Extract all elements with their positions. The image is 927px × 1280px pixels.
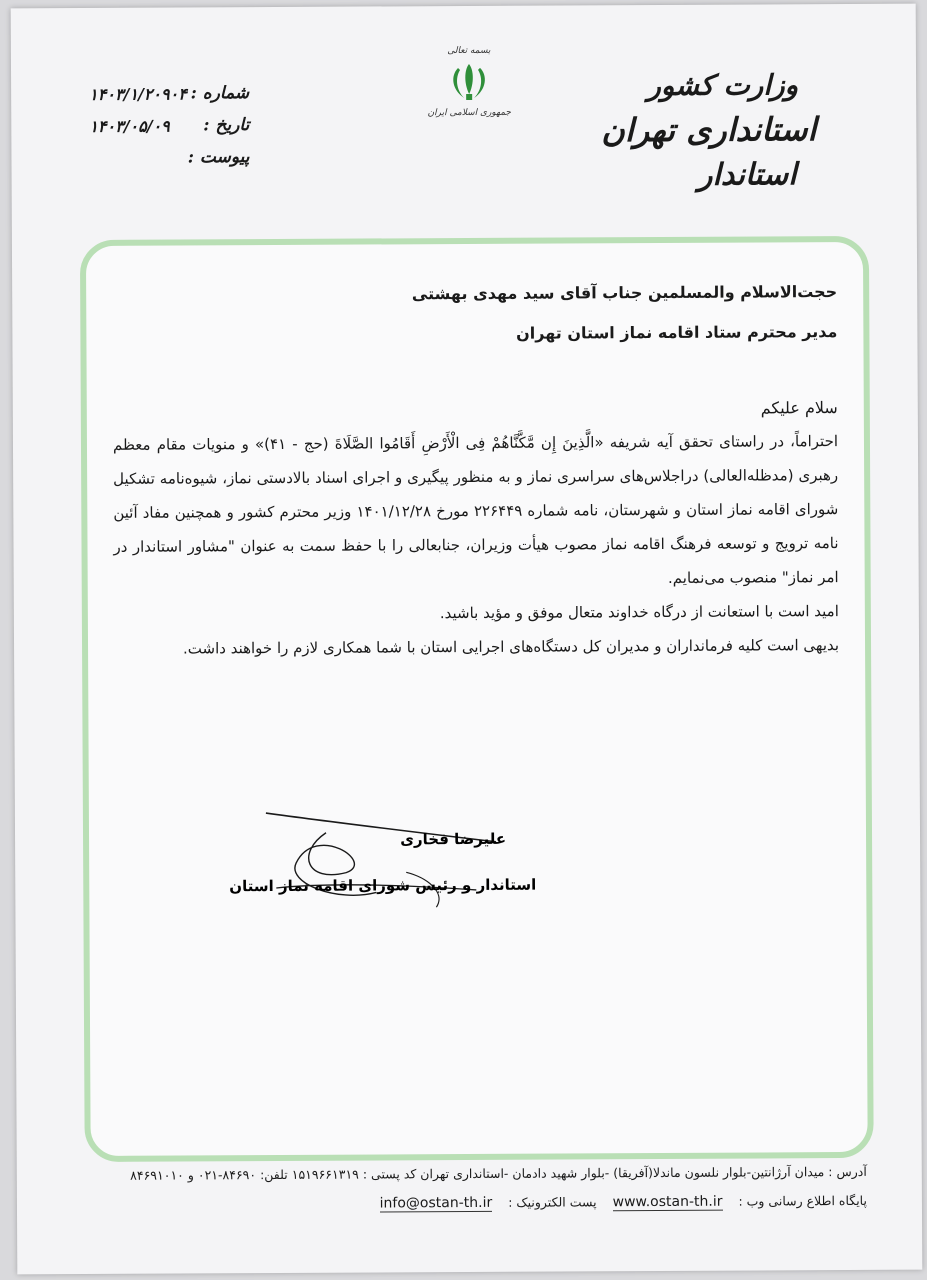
handwritten-signature-icon [256,802,537,923]
iran-emblem-icon [442,60,496,104]
signer-name: علیرضا فخاری [400,829,507,849]
letter-paragraphs [113,424,839,666]
attachment-label: پیوست : [187,147,250,168]
web-label: پایگاه اطلاع رسانی وب : [738,1192,867,1209]
letter-frame [80,236,874,1162]
paragraph-3: بدیهی است کلیه فرمانداران و مدیران کل دستگاه‌های اجرایی استان با شما همکاری لازم را خواهند داشت. [182,636,840,658]
ministry-line-1: وزارت کشور [647,68,799,103]
email-label: پست الکترونیک : [508,1194,597,1210]
ministry-line-2: استانداری تهران [601,110,817,150]
paragraph-1: احتراماً، در راستای تحقق آیه شریفه «الَّذِینَ إِن مَّكَّنَّاهُمْ فِی الْأَرْضِ أَقَامُوا الصَّلَاةَ (حج - ۴۱)» و منویات مقام معظم رهبری (مدظله‌العالی) دراجلاس‌های سراسری نماز و به منظور پیگیری و اجرای اسناد بالادستی نماز، شیوه‌نامه تشکیل شورای اقامه نماز استان و شهرستان، نامه شماره ۲۲۶۴۴۹ مورخ ۱۴۰۱/۱۲/۲۸ وزیر محترم کشور و همچنین مفاد آئین نامه ترویج و توسعه فرهنگ اقامه نماز مصوب هیأت وزیران، جنابعالی را با حفظ سمت به عنوان "مشاور استاندار در امر نماز" منصوب می‌نمایم. [112,432,839,587]
recipient-line-2: مدیر محترم ستاد اقامه نماز استان تهران [516,322,838,343]
footer [72,1164,867,1214]
greeting: سلام علیکم [760,398,838,418]
ministry-line-3: استاندار [697,157,797,193]
footer-address: آدرس : میدان آرژانتین-بلوار نلسون ماندلا(آفریقا) -بلوار شهید دادمان -استانداری تهران کد پستی : ۱۵۱۹۶۶۱۳۱۹ تلفن: ۸۴۶۹۰-۰۲۱ و ۸۴۶۹۱۰۱۰ [130,1163,867,1183]
number-value: ۱۴۰۳/۱/۲۰۹۰۴ [89,83,187,104]
recipient-line-1: حجت‌الاسلام والمسلمین جناب آقای سید مهدی بهشتی [411,282,838,304]
emblem-block [419,46,519,119]
date-row [89,109,249,142]
paragraph-2: امید است با استعانت از درگاه خداوند متعال موفق و مؤید باشید. [439,602,839,623]
letter-meta [89,77,250,174]
emblem-bottom-text: جمهوری اسلامی ایران [427,107,512,119]
footer-links [72,1193,867,1214]
letter-page [11,4,923,1275]
ministry-heading [601,62,817,198]
letter-body [112,272,839,666]
web-link[interactable]: www.ostan-th.ir [612,1193,723,1211]
date-value: ۱۴۰۳/۰۵/۰۹ [89,116,170,136]
emblem-top-text: بسمه تعالی [447,45,491,57]
number-row [89,77,249,110]
date-label: تاریخ : [203,115,250,136]
attachment-row [89,141,249,174]
signer-title: استاندار و رئیس شورای اقامه نماز استان [229,875,537,896]
signature-block [229,814,537,925]
email-link[interactable]: info@ostan-th.ir [379,1194,493,1212]
number-label: شماره : [190,83,250,104]
